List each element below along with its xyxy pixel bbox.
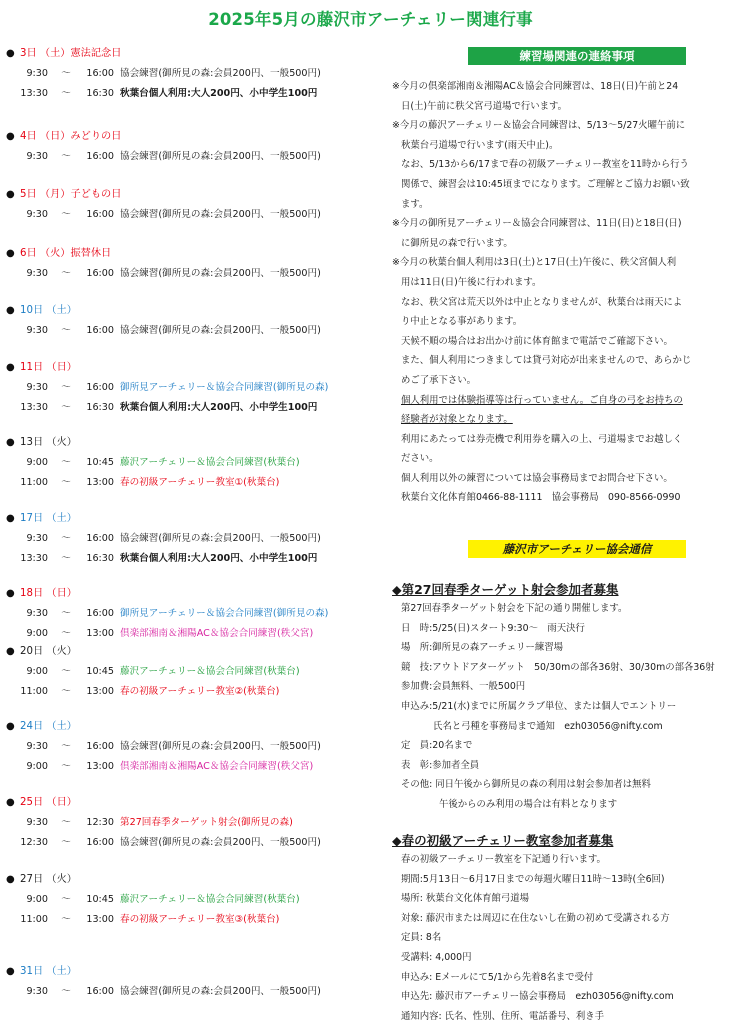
schedule-day (6, 583, 328, 644)
notice-line: 表 彰:参加者全員 (401, 759, 480, 771)
event-start: 9:00 (26, 628, 48, 639)
target-shoot-title: ◆第27回春季ターゲット射会参加者募集 (392, 582, 619, 597)
event-end: 16:30 (86, 402, 114, 413)
event-start: 9:30 (26, 325, 48, 336)
event-end: 16:00 (86, 837, 114, 848)
tilde: ～ (61, 268, 71, 279)
day-heading (6, 243, 321, 264)
event-start: 9:30 (26, 817, 48, 828)
event-end: 16:00 (86, 533, 114, 544)
day-label: 5日 （月）子どもの日 (20, 189, 122, 200)
schedule-event (6, 84, 321, 104)
day-label: 11日 （日） (20, 362, 77, 373)
notice-line: 天候不順の場合はお出かけ前に体育館まで電話でご確認下さい。 (401, 335, 673, 347)
event-start: 13:30 (20, 88, 48, 99)
day-label: 24日 （土） (20, 721, 77, 732)
notice-line: 定員: 8名 (401, 932, 442, 944)
schedule-day (6, 243, 321, 284)
bullet-icon: ● (6, 189, 15, 200)
day-label: 6日 （火）振替休日 (20, 248, 112, 259)
event-description: 藤沢アーチェリー＆協会合同練習(秋葉台) (120, 457, 300, 468)
bullet-icon: ● (6, 588, 15, 599)
bullet-icon: ● (6, 48, 15, 59)
event-description: 協会練習(御所見の森:会員200円、一般500円) (120, 268, 321, 279)
day-heading (6, 357, 328, 378)
practice-notice-banner: 練習場関連の連絡事項 (468, 47, 686, 65)
schedule-event (6, 757, 321, 777)
event-start: 9:30 (26, 741, 48, 752)
notice-line: 場所: 秋葉台文化体育館弓道場 (401, 893, 530, 905)
schedule-day (6, 869, 300, 930)
schedule-event (6, 813, 321, 833)
bullet-icon: ● (6, 797, 15, 808)
notice-line: 個人利用では体験指導等は行っていません。ご自身の弓をお持ちの (401, 394, 683, 406)
day-heading (6, 184, 321, 205)
event-start: 9:30 (26, 382, 48, 393)
day-heading (6, 641, 300, 662)
bullet-icon: ● (6, 874, 15, 885)
notice-line: に御所見の森で行います。 (401, 237, 513, 249)
event-description: 秋葉台個人利用:大人200円、小中学生100円 (120, 402, 318, 413)
day-heading (6, 508, 321, 529)
notice-line: ます。 (401, 198, 429, 210)
event-end: 16:00 (86, 209, 114, 220)
event-description: 協会練習(御所見の森:会員200円、一般500円) (120, 151, 321, 162)
practice-notes (392, 77, 737, 508)
event-end: 16:30 (86, 553, 114, 564)
notice-line: ※今月の藤沢アーチェリー＆協会合同練習は、5/13～5/27火曜午前に (392, 120, 686, 132)
tilde: ～ (61, 628, 71, 639)
beginner-class-section (392, 831, 737, 1026)
tilde: ～ (61, 741, 71, 752)
tilde: ～ (61, 608, 71, 619)
tilde: ～ (61, 68, 71, 79)
notice-line: 第27回春季ターゲット射会を下記の通り開催します。 (401, 603, 628, 614)
tilde: ～ (61, 894, 71, 905)
bullet-icon: ● (6, 513, 15, 524)
bullet-icon: ● (6, 131, 15, 142)
event-end: 16:00 (86, 268, 114, 279)
bullet-icon: ● (6, 966, 15, 977)
event-description: 倶楽部湘南＆湘陽AC＆協会合同練習(秩父宮) (120, 628, 314, 639)
event-start: 11:00 (20, 477, 48, 488)
day-label: 13日 （火） (20, 437, 77, 448)
tilde: ～ (61, 553, 71, 564)
schedule-event (6, 549, 321, 569)
tilde: ～ (61, 761, 71, 772)
schedule-event (6, 147, 321, 167)
notice-line: 対象: 藤沢市または周辺に在住ないし在勤の初めて受講される方 (401, 912, 670, 924)
event-end: 13:00 (86, 477, 114, 488)
schedule-event (6, 378, 328, 398)
event-description: 協会練習(御所見の森:会員200円、一般500円) (120, 325, 321, 336)
notice-line: 春の初級アーチェリー教室を下記通り行います。 (401, 854, 606, 865)
notice-line: 利用にあたっては券売機で利用券を購入の上、弓道場までお越しく (401, 433, 683, 445)
notice-line: 氏名と弓種を事務局まで通知 ezh03056@nifty.com (433, 720, 663, 732)
schedule-day (6, 357, 328, 418)
day-heading (6, 43, 321, 64)
schedule-day (6, 126, 321, 167)
notice-line: 期間:5月13日～6月17日までの毎週火曜日11時～13時(全6回) (401, 873, 665, 885)
event-description: 協会練習(御所見の森:会員200円、一般500円) (120, 986, 321, 997)
tilde: ～ (61, 666, 71, 677)
event-description: 春の初級アーチェリー教室②(秋葉台) (120, 686, 280, 697)
notice-line: 日(土)午前に秩父宮弓道場で行います。 (401, 100, 567, 112)
notice-line: ださい。 (401, 453, 439, 465)
schedule-day (6, 508, 321, 569)
event-start: 9:00 (26, 761, 48, 772)
notice-line: 秋葉台文化体育館0466-88-1111 協会事務局 090-8566-0990 (401, 492, 681, 504)
notice-line: 秋葉台弓道場で行います(雨天中止)。 (401, 139, 559, 151)
event-description: 藤沢アーチェリー＆協会合同練習(秋葉台) (120, 666, 300, 677)
notice-line: 個人利用以外の練習については協会事務局までお問合せ下さい。 (401, 472, 673, 484)
tilde: ～ (61, 817, 71, 828)
notice-line: その他: 同日午後から御所見の森の利用は射会参加者は無料 (401, 779, 651, 791)
notice-line: 場 所:御所見の森アーチェリー練習場 (401, 642, 563, 654)
event-end: 13:00 (86, 686, 114, 697)
notice-line: 通知内容: 氏名、性別、住所、電話番号、利き手 (401, 1010, 605, 1022)
event-start: 13:30 (20, 402, 48, 413)
schedule-day (6, 792, 321, 853)
event-description: 倶楽部湘南＆湘陽AC＆協会合同練習(秩父宮) (120, 761, 314, 772)
day-label: 31日 （土） (20, 966, 77, 977)
event-description: 協会練習(御所見の森:会員200円、一般500円) (120, 68, 321, 79)
bullet-icon: ● (6, 437, 15, 448)
day-heading (6, 583, 328, 604)
event-description: 秋葉台個人利用:大人200円、小中学生100円 (120, 553, 318, 564)
day-heading (6, 126, 321, 147)
day-label: 18日 （日） (20, 588, 77, 599)
event-start: 13:30 (20, 553, 48, 564)
event-end: 16:00 (86, 325, 114, 336)
event-end: 16:00 (86, 68, 114, 79)
tilde: ～ (61, 325, 71, 336)
event-start: 11:00 (20, 914, 48, 925)
event-end: 13:00 (86, 628, 114, 639)
event-end: 16:00 (86, 151, 114, 162)
schedule-event (6, 453, 300, 473)
tilde: ～ (61, 151, 71, 162)
event-start: 9:30 (26, 68, 48, 79)
notice-line: 受講料: 4,000円 (401, 951, 472, 963)
schedule-event (6, 205, 321, 225)
event-start: 9:30 (26, 151, 48, 162)
schedule-event (6, 604, 328, 624)
notice-line: 午後からのみ利用の場合は有料となります (439, 798, 618, 810)
tilde: ～ (61, 533, 71, 544)
tilde: ～ (61, 837, 71, 848)
bullet-icon: ● (6, 646, 15, 657)
notice-line: 申込み:5/21(水)までに所属クラブ単位、または個人でエントリー (401, 700, 677, 712)
event-end: 16:30 (86, 88, 114, 99)
event-start: 9:30 (26, 209, 48, 220)
tilde: ～ (61, 914, 71, 925)
day-label: 20日 （火） (20, 646, 77, 657)
event-start: 9:30 (26, 608, 48, 619)
event-start: 11:00 (20, 686, 48, 697)
bullet-icon: ● (6, 362, 15, 373)
schedule-day (6, 961, 321, 1002)
tilde: ～ (61, 986, 71, 997)
schedule-day (6, 300, 321, 341)
schedule-day (6, 184, 321, 225)
page-title: 2025年5月の藤沢市アーチェリー関連行事 (208, 10, 533, 29)
schedule-event (6, 737, 321, 757)
bullet-icon: ● (6, 305, 15, 316)
event-end: 13:00 (86, 914, 114, 925)
schedule-event (6, 910, 300, 930)
day-label: 17日 （土） (20, 513, 77, 524)
event-description: 春の初級アーチェリー教室③(秋葉台) (120, 914, 280, 925)
notice-line: なお、5/13から6/17まで春の初級アーチェリー教室を11時から行う (401, 159, 689, 171)
schedule-day (6, 43, 321, 104)
notice-line: また、個人利用につきましては貸弓対応が出来ませんので、あらかじ (401, 355, 692, 367)
event-start: 9:30 (26, 533, 48, 544)
notice-line: 申込先: 藤沢市アーチェリー協会事務局 ezh03056@nifty.com (401, 991, 674, 1003)
bullet-icon: ● (6, 721, 15, 732)
day-heading (6, 432, 300, 453)
event-description: 協会練習(御所見の森:会員200円、一般500円) (120, 837, 321, 848)
target-shoot-section (392, 580, 737, 815)
event-start: 9:30 (26, 986, 48, 997)
event-end: 13:00 (86, 761, 114, 772)
tilde: ～ (61, 402, 71, 413)
event-end: 16:00 (86, 986, 114, 997)
event-start: 9:00 (26, 666, 48, 677)
event-description: 協会練習(御所見の森:会員200円、一般500円) (120, 741, 321, 752)
day-heading (6, 869, 300, 890)
tilde: ～ (61, 88, 71, 99)
event-start: 9:00 (26, 894, 48, 905)
day-heading (6, 961, 321, 982)
schedule-event (6, 473, 300, 493)
day-heading (6, 792, 321, 813)
association-news-banner: 藤沢市アーチェリー協会通信 (468, 540, 686, 558)
notice-line: 日 時:5/25(日)スタート9:30～ 雨天決行 (401, 622, 585, 634)
event-description: 秋葉台個人利用:大人200円、小中学生100円 (120, 88, 318, 99)
event-end: 10:45 (86, 894, 114, 905)
beginner-class-title: ◆春の初級アーチェリー教室参加者募集 (392, 833, 614, 848)
notice-line: 競 技:アウトドアターゲット 50/30mの部各36射、30/30mの部各36射 (401, 661, 715, 673)
schedule-day (6, 641, 300, 702)
tilde: ～ (61, 209, 71, 220)
event-start: 9:30 (26, 268, 48, 279)
event-description: 御所見アーチェリー＆協会合同練習(御所見の森) (120, 608, 329, 619)
tilde: ～ (61, 686, 71, 697)
day-label: 4日 （日）みどりの日 (20, 131, 122, 142)
notice-line: 参加費:会員無料、一般500円 (401, 681, 526, 693)
event-end: 12:30 (86, 817, 114, 828)
notice-line: なお、秩父宮は荒天以外は中止となりませんが、秋葉台は雨天によ (401, 296, 683, 308)
schedule-event (6, 264, 321, 284)
schedule-event (6, 682, 300, 702)
notice-line: 申込み: Eメールにて5/1から先着8名まで受付 (401, 971, 594, 983)
notice-line: 用は11日(日)午後に行われます。 (401, 276, 542, 288)
schedule-event (6, 64, 321, 84)
schedule-event (6, 398, 328, 418)
day-heading (6, 300, 321, 321)
notice-line: 経験者が対象となります。 (401, 414, 513, 426)
tilde: ～ (61, 457, 71, 468)
event-description: 春の初級アーチェリー教室①(秋葉台) (120, 477, 280, 488)
day-label: 27日 （火） (20, 874, 77, 885)
schedule-event (6, 662, 300, 682)
notice-line: ※今月の御所見アーチェリー＆協会合同練習は、11日(日)と18日(日) (392, 218, 682, 230)
event-start: 9:00 (26, 457, 48, 468)
notice-line: 関係で、練習会は10:45頃までになります。ご理解とご協力お願い致 (401, 178, 690, 190)
tilde: ～ (61, 382, 71, 393)
event-end: 16:00 (86, 608, 114, 619)
event-start: 12:30 (20, 837, 48, 848)
schedule-event (6, 982, 321, 1002)
day-heading (6, 716, 321, 737)
schedule-event (6, 321, 321, 341)
event-description: 協会練習(御所見の森:会員200円、一般500円) (120, 209, 321, 220)
event-description: 御所見アーチェリー＆協会合同練習(御所見の森) (120, 382, 329, 393)
notice-line: ※今月の秋葉台個人利用は3日(土)と17日(土)午後に、秩父宮個人利 (392, 257, 677, 269)
tilde: ～ (61, 477, 71, 488)
event-end: 10:45 (86, 666, 114, 677)
bullet-icon: ● (6, 248, 15, 259)
event-description: 第27回春季ターゲット射会(御所見の森) (120, 817, 293, 828)
notice-line: めご了承下さい。 (401, 374, 477, 386)
event-description: 協会練習(御所見の森:会員200円、一般500円) (120, 533, 321, 544)
event-description: 藤沢アーチェリー＆協会合同練習(秋葉台) (120, 894, 300, 905)
notice-line: り中止となる事があります。 (401, 316, 523, 328)
day-label: 25日 （日） (20, 797, 77, 808)
schedule-event (6, 833, 321, 853)
notice-line: ※今月の倶楽部湘南＆湘陽AC＆協会合同練習は、18日(日)午前と24 (392, 81, 679, 92)
day-label: 10日 （土） (20, 305, 77, 316)
schedule-event (6, 529, 321, 549)
schedule-day (6, 716, 321, 777)
notice-line: 定 員:20名まで (401, 740, 473, 752)
event-end: 10:45 (86, 457, 114, 468)
schedule-event (6, 890, 300, 910)
event-end: 16:00 (86, 382, 114, 393)
event-end: 16:00 (86, 741, 114, 752)
schedule-day (6, 432, 300, 493)
day-label: 3日 （土）憲法記念日 (20, 48, 122, 59)
